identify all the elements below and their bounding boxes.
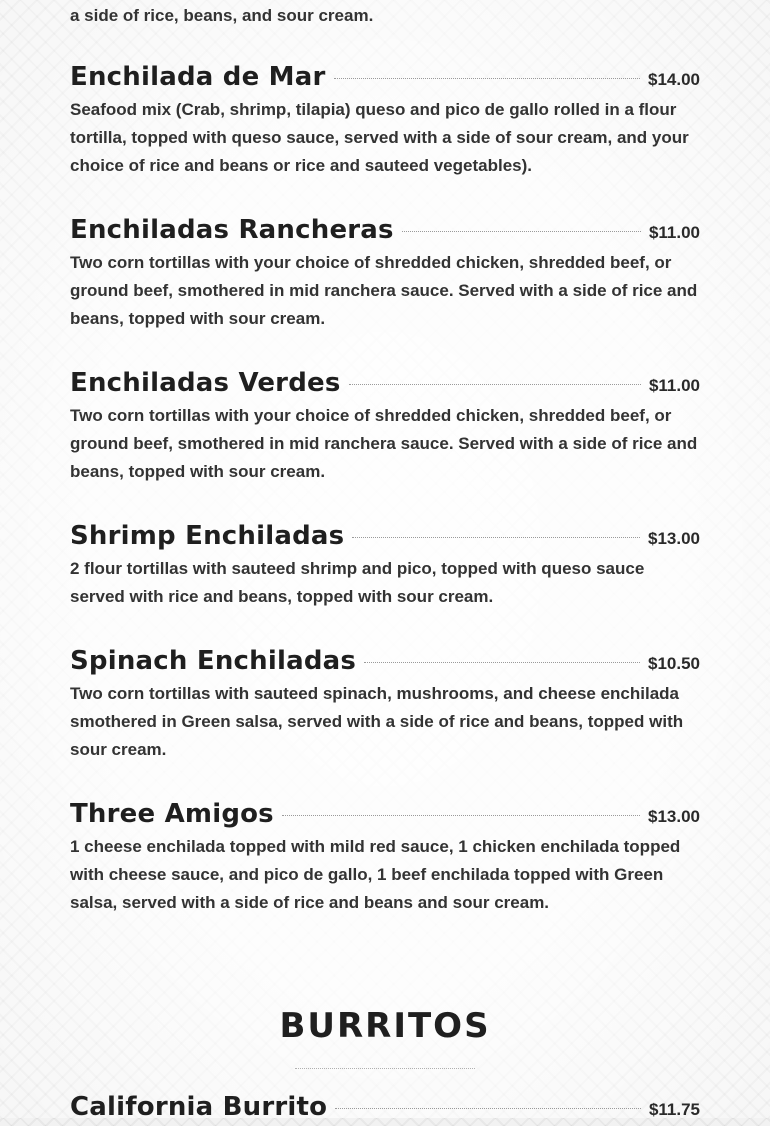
menu-item-description: Seafood mix (Crab, shrimp, tilapia) queso and pico de gallo rolled in a flour tortilla, topped with queso sauce, served with a side of sour cream, and your choice of rice and beans or rice and sauteed vegetables). (70, 100, 689, 175)
menu-item-price: $11.75 (648, 1100, 700, 1119)
section-divider (295, 1068, 475, 1069)
menu-item-name: Enchilada de Mar (70, 62, 326, 92)
menu-item-name: Shrimp Enchiladas (70, 521, 345, 551)
menu-item-header (70, 368, 700, 402)
menu-item-price: $14.00 (648, 70, 700, 89)
menu-item-header (70, 1092, 700, 1126)
menu-item-name: Three Amigos (70, 799, 274, 829)
dotted-leader (402, 231, 641, 232)
menu-item (70, 799, 700, 917)
menu-item-header (70, 215, 700, 249)
menu-item-price: $13.00 (648, 529, 700, 548)
menu-item-name: California Burrito (70, 1092, 328, 1122)
menu-item-name: Enchiladas Verdes (70, 368, 341, 398)
dotted-leader (334, 78, 640, 79)
menu-item-description: 1 cheese enchilada topped with mild red sauce, 1 chicken enchilada topped with cheese sauce, and pico de gallo, 1 beef enchilada topped with Green salsa, served with a side of rice and beans and sour cream. (70, 837, 681, 912)
dotted-leader (335, 1108, 641, 1109)
menu-item-name: Enchiladas Rancheras (70, 215, 394, 245)
dotted-leader (349, 384, 641, 385)
menu-item-header (70, 62, 700, 96)
menu-item-description: Two corn tortillas with your choice of shredded chicken, shredded beef, or ground beef, smothered in mid ranchera sauce. Served with a side of rice and beans, topped with sour cream. (70, 406, 698, 481)
menu-item (70, 1092, 700, 1126)
menu-item (70, 215, 700, 333)
menu-item-description: Two corn tortillas with your choice of shredded chicken, shredded beef, or ground beef, smothered in mid ranchera sauce. Served with a side of rice and beans, topped with sour cream. (70, 253, 698, 328)
menu-item-header (70, 799, 700, 833)
dotted-leader (282, 815, 640, 816)
menu-item (70, 646, 700, 764)
menu-item-description: Two corn tortillas with sauteed spinach, mushrooms, and cheese enchilada smothered in Green salsa, served with a side of rice and beans, topped with sour cream. (70, 684, 684, 759)
menu-item (70, 62, 700, 180)
menu-item-price: $11.00 (648, 376, 700, 395)
menu-item-price: $11.00 (648, 223, 700, 242)
section-title: BURRITOS (279, 1006, 491, 1046)
previous-item-description: a side of rice, beans, and sour cream. (70, 6, 374, 25)
dotted-leader (364, 662, 640, 663)
menu-item-header (70, 521, 700, 555)
menu-item-price: $13.00 (648, 807, 700, 826)
menu-item-description: 2 flour tortillas with sauteed shrimp and pico, topped with queso sauce served with rice and beans, topped with sour cream. (70, 559, 645, 606)
dotted-leader (352, 537, 640, 538)
menu-item-price: $10.50 (648, 654, 700, 673)
menu-item (70, 521, 700, 611)
menu-item (70, 368, 700, 486)
menu-item-name: Spinach Enchiladas (70, 646, 357, 676)
menu-item-header (70, 646, 700, 680)
